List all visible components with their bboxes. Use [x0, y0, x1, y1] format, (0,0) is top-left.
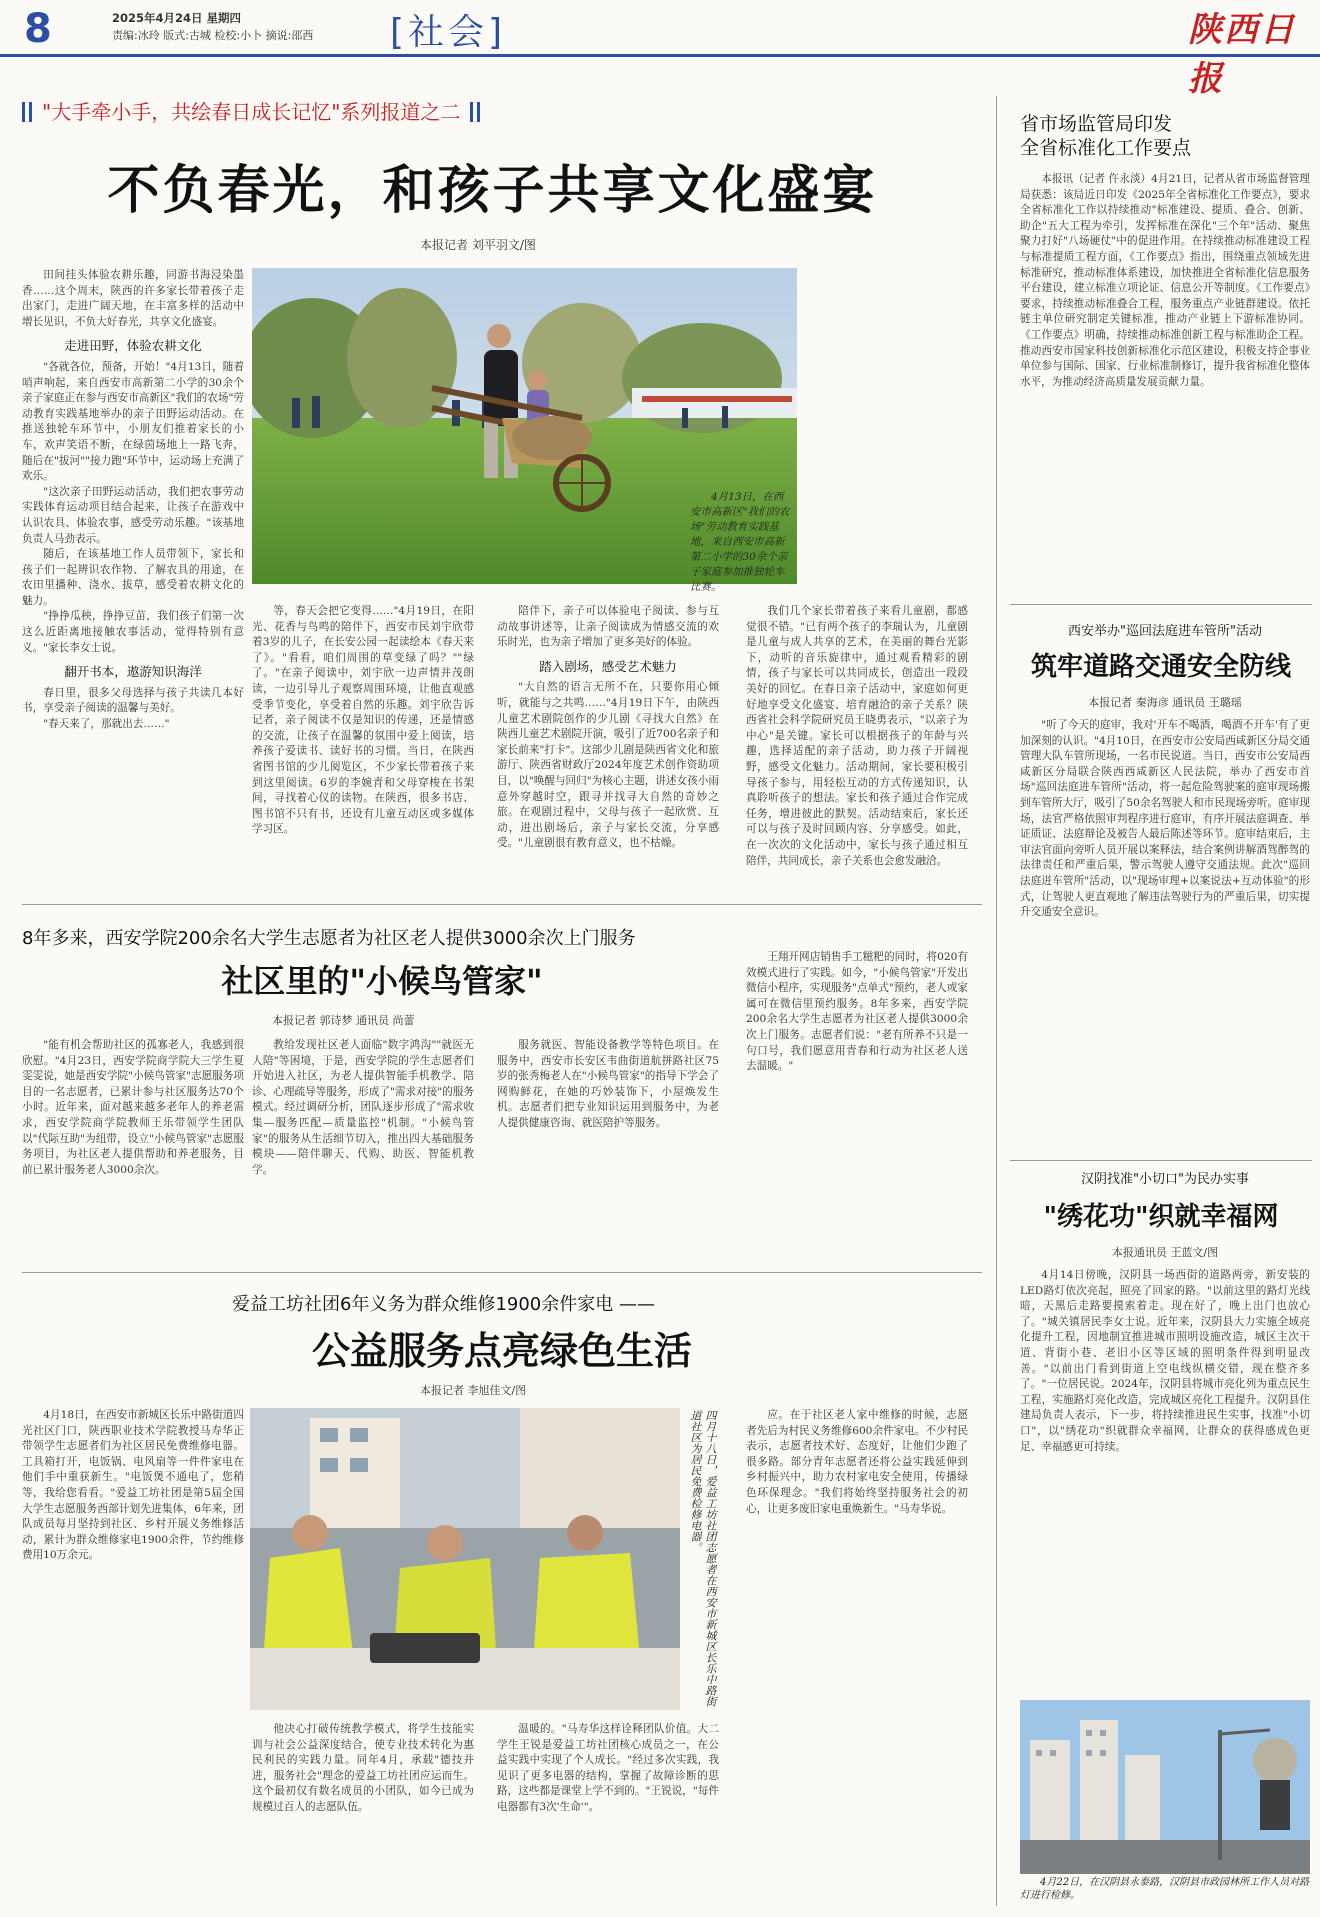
- paragraph: "这次亲子田野运动活动，我们把农事劳动实践体育运动项目结合起来，让孩子在游戏中认识农具、体验农事，感受劳动乐趣。"该基地负责人马劲表示。: [22, 485, 244, 545]
- main-column-2: [252, 604, 474, 890]
- paragraph: 王翔开网店销售手工糍粑的同时，将020有效模式进行了实践。如今，"小候鸟管家"开发出微信小程序，实现服务"点单式"预约，老人或家属可在微信里预约服务。8年多来，西安学院200余名大学生志愿者为社区老人提供3000余次上门服务。志愿者们说："老有所养不只是一句口号，我们愿意用青春和行动为社区老人送去温暖。": [746, 951, 968, 1073]
- paragraph: 陪伴下，亲子可以体验电子阅读、参与互动故事讲述等，让亲子阅读成为情感交流的欢乐时光，也为亲子增加了更多美好的体验。: [497, 605, 719, 649]
- paragraph: "挣挣瓜秧，挣挣豆苗，我们孩子们第一次这么近距离地接触农事活动，觉得特别有意义。"家长李女士说。: [22, 610, 244, 654]
- paragraph: 教给发现社区老人面临"数字鸿沟""就医无人陪"等困境，于是，西安学院的学生志愿者们开始进入社区，为老人提供智能手机教学、陪诊、心理疏导等服务，形成了"需求对接"的服务模式。经过调研分析，团队逐步形成了"需求收集—服务匹配—质量监控"机制。"小候鸟管家"的服务从生活细节切入，推出四大基础服务模块——陪伴聊天、代购、助医、智能机教学。: [252, 1039, 474, 1176]
- r2-byline: 本报记者 秦海彦 通讯员 王璐瑶: [1088, 696, 1242, 709]
- paragraph: 服务就医、智能设备教学等特色项目。在服务中，西安市长安区韦曲街道航拼路社区75岁的张秀梅老人在"小候鸟管家"的指导下学会了网购鲜花，在她的巧妙装饰下，小屋焕发生机。志愿者们把专业知识运用到服务中，为老人提供健康咨询、就医陪护等服务。: [497, 1039, 719, 1129]
- story3-column-3: [497, 1722, 719, 1908]
- r2-body: [1020, 718, 1310, 1158]
- story2-column-4: [746, 950, 968, 1266]
- r3-photo: [1020, 1700, 1310, 1874]
- r2-kicker: 西安举办"巡回法庭进车管所"活动: [1068, 624, 1262, 639]
- paragraph: 等，春天会把它变得……"4月19日，在阳光、花香与鸟鸣的陪伴下，西安市民刘宇欣带着3岁的儿子，在长安公园一起读绘本《春天来了》。"看看，咱们周围的草变绿了吗？""绿了。"在亲子阅读中，刘宇欣一边声情并茂朗读，一边引导儿子观察周围环境，让他直观感受季节变化，享受着自然的乐趣。刘宇欣告诉记者，亲子阅读不仅是知识的传递，还是情感的交流，让孩子在温馨的氛围中爱上阅读，培养孩子爱读书、读好书的习惯。当日，在陕西省图书馆的少儿阅览区，不少家长带着孩子来到这里阅读。6岁的李婉青和父母穿梭在书架间，寻找着心仪的读物。在陕西，很多书店、图书馆不只有书，还设有儿童互动区或多媒体学习区。: [252, 605, 474, 836]
- paragraph: 本报讯（记者 仵永淡）4月21日，记者从省市场监督管理局获悉：该局近日印发《2025年全省标准化工作要点》，要求全省标准化工作以持续推动"标准建设、提质、叠合、创新、助企"五大工程为牵引，发挥标准在深化"三个年"活动、聚焦聚力打好"八场硬仗"中的促进作用。在持续推动标准建设工程与标准提质工程方面，《工作要点》指出，围绕重点领域先进标准研究，推动标准体系建设，加快推进全省标准化信息服务平台建设，建立标准立项论证、信息公开等制度。《工作要点》要求，持续推动标准叠合工程，服务重点产业链群建设。依托链主单位研究制定关键标准，推动产业链上下游标准协同。《工作要点》明确，持续推动标准创新工程与标准助企工程。推动西安市国家科技创新标准化示范区建设，积极支持企事业单位参与国际、国家、行业标准制修订，提升我省标准化整体水平，为推动经济高质量发展贡献力量。: [1020, 173, 1310, 388]
- subhead-theatre: 踏入剧场，感受艺术魅力: [539, 658, 677, 674]
- r3-headline: "绣花功"织就幸福网: [1043, 1202, 1279, 1232]
- paragraph: 温暖的。"马寿华这样诠释团队价值。大二学生王锐是爱益工坊社团核心成员之一，在公益实践中实现了个人成长。"经过多次实践，我见识了更多电器的结构，掌握了故障诊断的思路，这些都是课堂上学不到的。"王锐说，"每件电器都有3次'生命'"。: [497, 1723, 719, 1813]
- section-tag: [社会]: [390, 12, 507, 53]
- streetlight-photo-illustration: [1020, 1700, 1310, 1874]
- r3-kicker: 汉阴找准"小切口"为民办实事: [1081, 1172, 1249, 1187]
- story2-column-3: [497, 1038, 719, 1266]
- date-line: 2025年4月24日 星期四: [112, 11, 242, 25]
- story2-column-1: [22, 1038, 244, 1266]
- paragraph: 应。在于社区老人家中维修的时候，志愿者先后为村民义务维修600余件家电。不少村民表示，志愿者技术好、态度好，让他们少跑了很多路。部分青年志愿者还将公益实践延伸到乡村振兴中，助力农村家电安全使用，传播绿色环保理念。"我们将始终坚持服务社会的初心，让更多废旧家电重焕新生。"马寿华说。: [746, 1409, 968, 1515]
- paragraph: "能有机会帮助社区的孤寡老人，我感到很欣慰。"4月23日，西安学院商学院大三学生夏雯雯说，她是西安学院"小候鸟管家"志愿服务项目的一名志愿者，已累计参与社区服务达70个小时。近年来，面对越来越多老年人的养老需求，西安学院商学院教师王乐带领学生团队以"代际互助"为纽带，设立"小候鸟管家"志愿服务项目，为社区老人提供帮助和养老服务，目前已累计服务老人3000余次。: [22, 1039, 244, 1176]
- story3-photo: [250, 1408, 680, 1710]
- main-column-3: [497, 604, 719, 890]
- main-headline: 不负春光，和孩子共享文化盛宴: [107, 161, 878, 221]
- header-meta: [112, 10, 313, 44]
- main-column-4: [746, 604, 968, 890]
- divider: [22, 904, 982, 905]
- r3-photo-caption: 4月22日，在汉阴县永泰路，汉阴县市政园林所工作人员对路灯进行检修。: [1020, 1877, 1310, 1901]
- story3-headline: 公益服务点亮绿色生活: [311, 1329, 692, 1373]
- paragraph: 随后，在该基地工作人员带领下，家长和孩子们一起辨识农作物、了解农具的用途，在农田里播种、浇水、拔草，感受着农耕文化的魅力。: [22, 548, 244, 607]
- story3-column-4: [746, 1408, 968, 1908]
- story3-byline: 本报记者 李旭佳文/图: [420, 1384, 527, 1397]
- series-tag: [22, 96, 1002, 125]
- paragraph: "各就各位，预备，开始！"4月13日，随着哨声响起，来自西安市高新第二小学的30余个亲子家庭正在参与西安市高新区"我们的农场"劳动教育实践基地举办的亲子田野运动活动。在推送独轮车环节中，小朋友们推着家长的小车，欢声笑语不断，在绿茵场地上一路飞奔，随后在"拔河""接力跑"环节中，运动场上充满了欢乐。: [22, 360, 244, 483]
- r1-title-line-1: 省市场监管局印发: [1020, 113, 1173, 135]
- r1-title-line-2: 全省标准化工作要点: [1020, 137, 1192, 159]
- story2-headline: 社区里的"小候鸟管家": [221, 962, 543, 1000]
- paragraph: 我们几个家长带着孩子来看儿童剧，都感觉很不错。"已有两个孩子的李瑞认为，儿童剧是儿童与成人共享的艺术，在美丽的舞台光影下，动听的音乐旋律中，通过观看精彩的剧情，孩子与家长可以共同成长，创造出一段段美好的回忆。在春日亲子活动中，家庭如何更好地享受文化盛宴、培育融洽的亲子关系？陕西省社会科学院研究员王晓勇表示，"以亲子为中心"是关键。家长可以根据孩子的年龄与兴趣，选择适配的亲子活动，助力孩子开阔视野，感受文化魅力。活动期间，家长要积极引导孩子参与，用轻松互动的方式传递知识，认真聆听孩子的想法。家长和孩子通过合作完成任务，增进彼此的默契。活动结束后，家长还可以与孩子及时回顾内容、分享感受。如此，在一次次的文化活动中，家长与孩子通过相互陪伴，共同成长，亲子关系也会愈发融洽。: [746, 605, 968, 867]
- story2-byline: 本报记者 郭诗梦 通讯员 尚蕾: [272, 1014, 415, 1027]
- main-column-1: [22, 268, 244, 890]
- paragraph: "春天来了，那就出去……": [43, 718, 170, 731]
- paragraph: "大自然的语言无所不在，只要你用心倾听，就能与之共鸣……"4月19日下午，由陕西儿童艺术剧院创作的少儿剧《寻找大自然》在陕西儿童艺术剧院开演，吸引了近700名亲子和家长前来"打卡"。这部少儿剧是陕西省文化和旅游厅、陕西省财政厅2024年度艺术创作资助项目，以"唤醒与回归"为核心主题，讲述女孩小雨意外穿越时空，跟寻并找寻大自然的奇妙之旅。在观剧过程中，父母与孩子一起欣赏、互动，进出剧场后，亲子与家长交流，分享感受。"儿童剧很有教育意义，也不枯燥。: [497, 681, 719, 850]
- divider: [22, 1272, 982, 1273]
- main-byline: 本报记者 刘平羽文/图: [420, 238, 536, 252]
- story3-photo-caption: 四月十八日，爱益工坊社团志愿者在西安市新城区长乐中路街道社区为居民免费检修电器。: [689, 1410, 717, 1707]
- paragraph: "听了今天的庭审，我对'开车不喝酒，喝酒不开车'有了更加深刻的认识。"4月10日，在西安市公安局西咸新区分局交通管理大队车管所现场，一名市民说道。当日，西安市公安局西咸新区分局联合陕西西咸新区人民法院，举办了西安市首场"巡回法庭进车管所"活动，将一起危险驾驶案的庭审现场搬到车管所大厅，吸引了50余名驾驶人和市民现场旁听。庭审现场，法官严格依照审判程序进行庭审，有序开展法庭调查、举证质证、法庭辩论及被告人最后陈述等环节。庭审结束后，主审法官面向旁听人员开展以案释法，结合案例讲解酒驾醉驾的法律责任和严重后果，警示驾驶人遵守交通法规。此次"巡回法庭进车管所"活动，以"现场审理+以案说法+互动体验"的形式，让驾驶人更直观地了解违法驾驶行为的严重后果，切实提升交通安全意识。: [1020, 719, 1310, 919]
- r2-headline: 筑牢道路交通安全防线: [1030, 652, 1291, 682]
- repair-photo-illustration: [250, 1408, 680, 1710]
- story3-column-2: [252, 1722, 474, 1908]
- story3-column-1: [22, 1408, 244, 1908]
- staff-line: 责编:冰玲 版式:古城 检校:小卜 摘说:邵西: [112, 29, 314, 42]
- r1-body: [1020, 172, 1310, 590]
- series-tag-text: "大手牵小手，共绘春日成长记忆"系列报道之二: [42, 100, 461, 124]
- main-photo-caption: 4月13日，在西安市高新区"我们的农场"劳动教育实践基地，来自西安市高新第二小学的30余个亲子家庭参加推独轮车比赛。: [690, 491, 790, 593]
- page-number: 8: [24, 6, 52, 52]
- r1-title: [1020, 112, 1310, 160]
- story3-kicker: 爱益工坊社团6年义务为群众维修1900余件家电 ——: [232, 1294, 655, 1315]
- column-divider: [996, 96, 997, 1906]
- paragraph: 他决心打破传统教学模式，将学生技能实训与社会公益深度结合，使专业技术转化为惠民利民的实践力量。同年4月，承载"德技并进，服务社会"理念的爱益工坊社团应运而生。这个最初仅有数名成员的小团队，如今已成为规模过百人的志愿队伍。: [252, 1723, 474, 1813]
- lead-paragraph: 田间挂头体验农耕乐趣，同游书海浸染墨香……这个周末，陕西的许多家长带着孩子走出家门，走进广阔天地，在丰富多样的活动中增长见识，不负大好春光，共享文化盛宴。: [22, 269, 244, 328]
- subhead-books: 翻开书本，遨游知识海洋: [64, 664, 202, 680]
- divider: [1010, 1160, 1312, 1161]
- paragraph: 4月18日，在西安市新城区长乐中路街道四光社区门口，陕西职业技术学院教授马寿华正带领学生志愿者们为社区居民免费维修电器。工具箱打开，电饭锅、电风扇等一件件家电在他们手中重获新生。"电饭煲不通电了，您稍等，我给您看看。"爱益工坊社团是第5届全国大学生志愿服务西部计划先进集体，6年来，团队成员每月坚持到社区、乡村开展义务维修活动，累计为群众维修家电1900余件，节约维修费用10万余元。: [22, 1409, 244, 1562]
- divider: [1010, 604, 1312, 605]
- story2-column-2: [252, 1038, 474, 1266]
- paragraph: 春日里，很多父母选择与孩子共读几本好书，享受亲子阅读的温馨与美好。: [22, 686, 244, 715]
- r3-byline: 本报通讯员 王蓝文/图: [1111, 1246, 1219, 1259]
- subhead-fields: 走进田野，体验农耕文化: [64, 338, 202, 354]
- newspaper-logo: 陕西日报: [1188, 10, 1296, 99]
- r3-body: [1020, 1268, 1310, 1692]
- header-rule: [0, 54, 1320, 57]
- story2-kicker: 8年多来，西安学院200余名大学生志愿者为社区老人提供3000余次上门服务: [22, 928, 636, 949]
- paragraph: 4月14日傍晚，汉阴县一场西街的道路两旁，新安装的LED路灯依次亮起，照亮了回家的路。"以前这里的路灯光线暗，天黑后走路要摸索着走。现在好了，晚上出门也放心了。"城关镇居民李女士说。近年来，汉阴县大力实施全域亮化提升工程，因地制宜推进城市照明设施改造，城区主次干道、背街小巷、老旧小区等区域的照明条件得到明显改善。"以前出门看到街道上空电线纵横交错，现在整齐多了。"一位居民说。2024年，汉阴县将城市亮化列为重点民生工程，实施路灯亮化改造，完成城区亮化工程提升。汉阴县住建局负责人表示，下一步，将持续推进民生实事，找准"小切口"，以"绣花功"织就群众幸福网，让群众的获得感成色更足、幸福感更可持续。: [1020, 1269, 1310, 1453]
